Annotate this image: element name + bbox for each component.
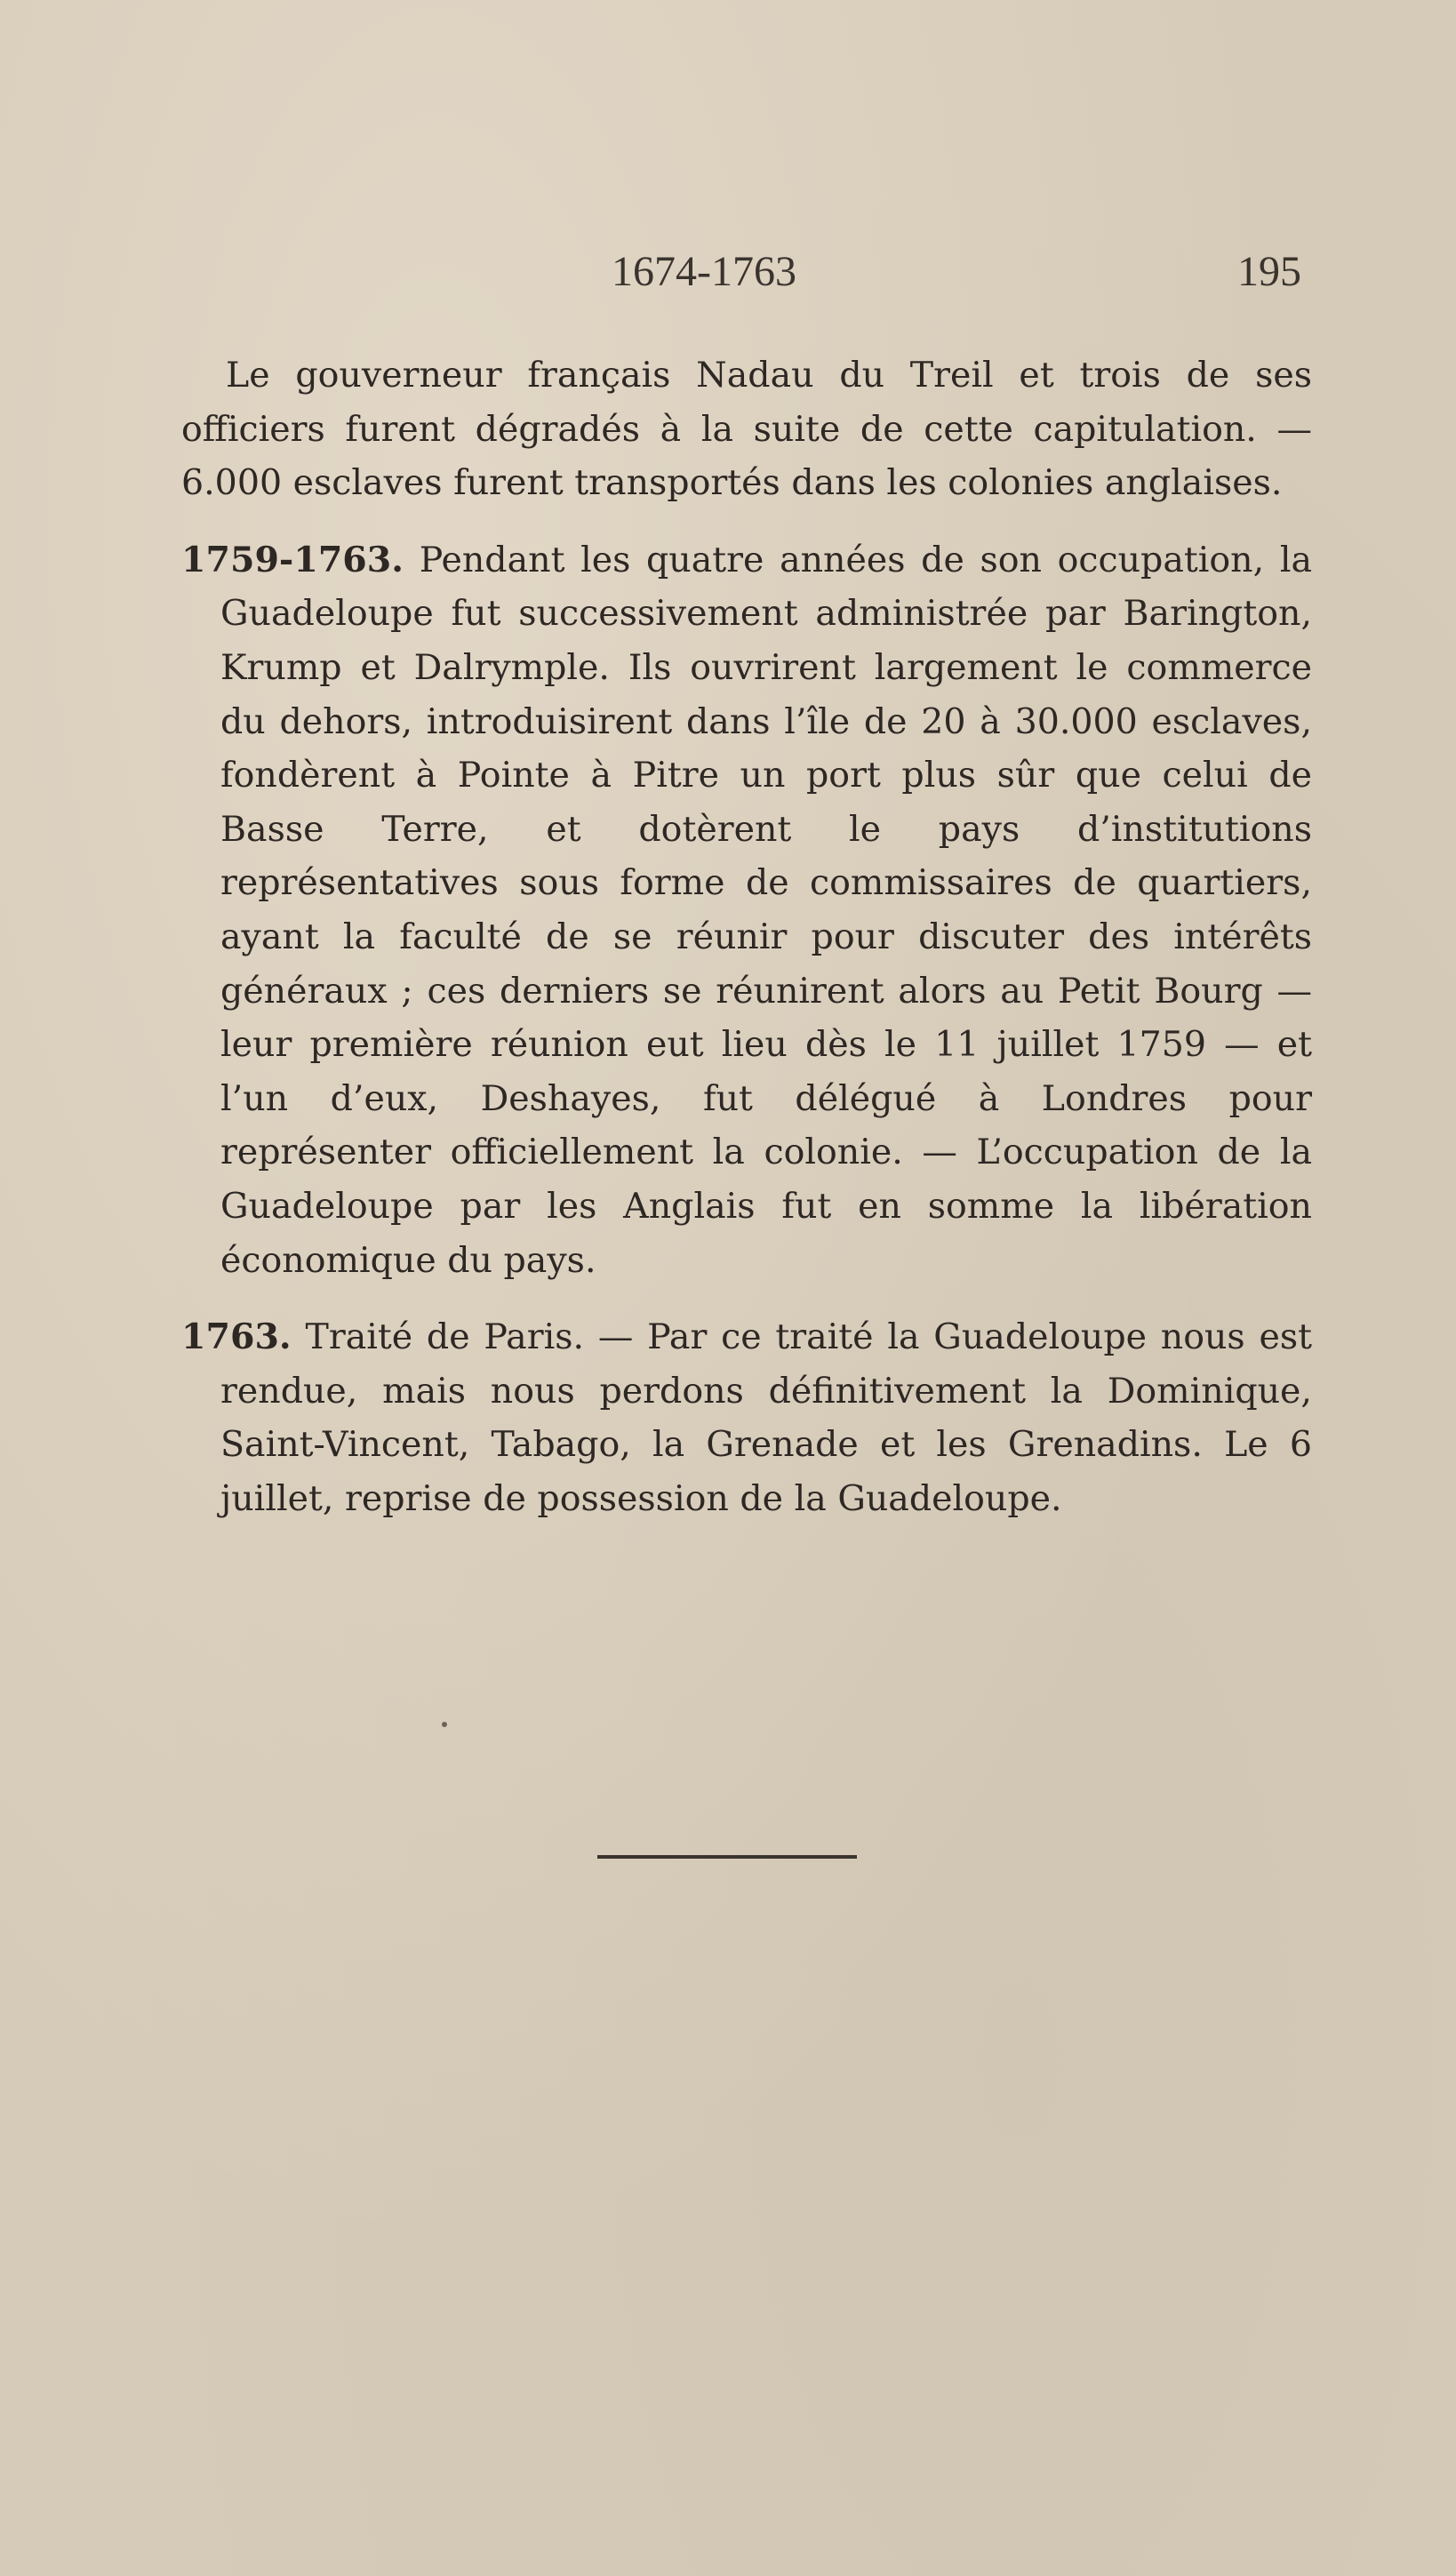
- body-text: [181, 348, 1312, 1525]
- entry-year: 1763.: [181, 1316, 292, 1358]
- paper-speck: [442, 1722, 447, 1727]
- running-head-title: 1674-1763: [612, 248, 796, 295]
- paragraph-capitulation: [181, 348, 1312, 510]
- paragraph-text: Le gouverneur français Nadau du Treil et trois de ses officiers furent dégradés à la suite de cette capitulation. — 6.000 esclaves furent transportés dans les colonies anglaises.: [181, 355, 1312, 504]
- running-head: [0, 247, 1456, 309]
- entry-1763: [181, 1310, 1312, 1525]
- end-rule: [597, 1855, 857, 1859]
- entry-1759-1763: [181, 533, 1312, 1287]
- entry-text: Traité de Paris. — Par ce traité la Guadeloupe nous est rendue, mais nous perdons définitivement la Dominique, Saint-Vincent, Tabago, la Grenade et les Grenadins. Le 6 juillet, reprise de possession de la Guadeloupe.: [220, 1316, 1312, 1519]
- entry-text: Pendant les quatre années de son occupation, la Guadeloupe fut successivement administrée par Barington, Krump et Dalrymple. Ils ouvrirent largement le commerce du dehors, introduisirent dans l’île de 20 à 30.000 esclaves, fondèrent à Pointe à Pitre un port plus sûr que celui de Basse Terre, et dotèrent le pays d’institutions représentatives sous forme de commissaires de quartiers, ayant la faculté de se réunir pour discuter des intérêts généraux ; ces derniers se réunirent alors au Petit Bourg — leur première réunion eut lieu dès le 11 juillet 1759 — et l’un d’eux, Deshayes, fut délégué à Londres pour représenter officiellement la colonie. — L’occupation de la Guadeloupe par les Anglais fut en somme la libération économique du pays.: [220, 539, 1313, 1281]
- page-number: 195: [1237, 248, 1301, 295]
- entry-year: 1759-1763.: [181, 539, 404, 580]
